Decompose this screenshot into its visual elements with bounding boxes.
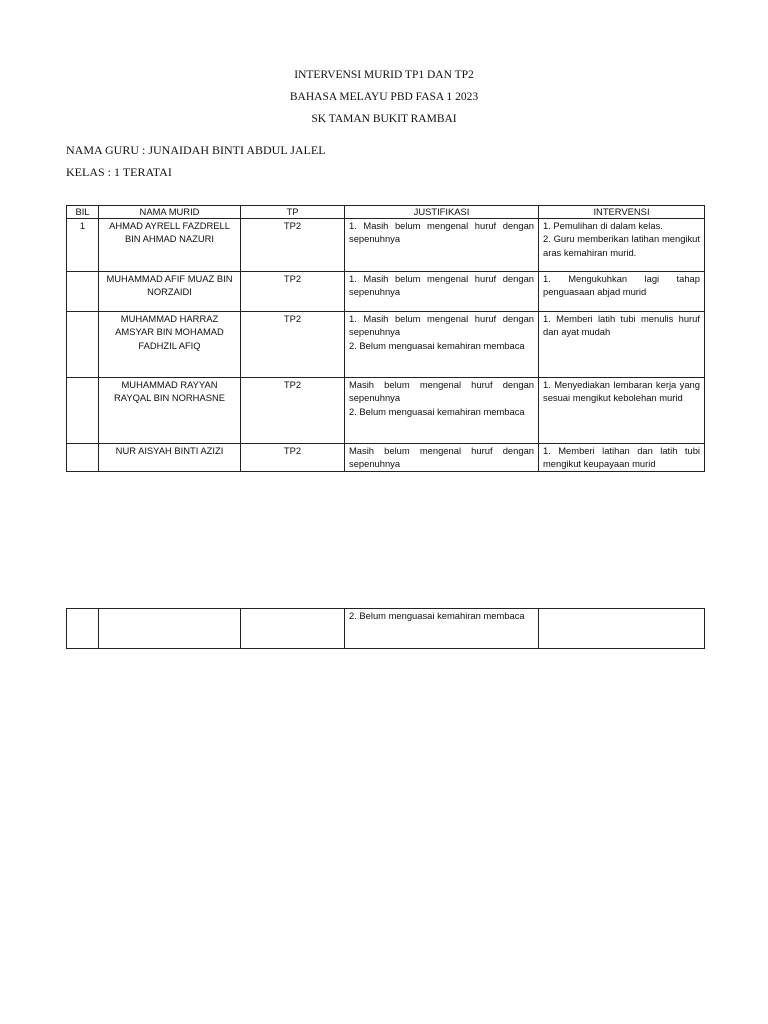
table-row	[67, 378, 705, 444]
cell-justifikasi	[345, 272, 539, 312]
header-bil: BIL	[67, 206, 99, 219]
cell-name: MUHAMMAD AFIF MUAZ BIN NORZAIDI	[99, 272, 241, 312]
intervensi-item: 2. Guru memberikan latihan mengikut aras kemahiran murid.	[543, 233, 700, 258]
justifikasi-item: Masih belum mengenal huruf dengan sepenuhnya	[349, 445, 534, 470]
justifikasi-item: 1. Masih belum mengenal huruf dengan sepenuhnya	[349, 313, 534, 338]
cell-tp	[241, 609, 345, 649]
cell-bil	[67, 609, 99, 649]
intervensi-item: 1. Memberi latih tubi menulis huruf dan ayat mudah	[543, 313, 700, 338]
cell-bil	[67, 312, 99, 378]
continuation-table	[66, 608, 705, 649]
class-name: KELAS : 1 TERATAI	[66, 165, 172, 179]
header-intervensi: INTERVENSI	[539, 206, 705, 219]
intervensi-item: 1. Menyediakan lembaran kerja yang sesuai mengikut kebolehan murid	[543, 379, 700, 404]
teacher-name: NAMA GURU : JUNAIDAH BINTI ABDUL JALEL	[66, 143, 326, 157]
title-line-2: BAHASA MELAYU PBD FASA 1 2023	[289, 91, 479, 103]
justifikasi-item: 2. Belum menguasai kemahiran membaca	[349, 405, 525, 417]
intervensi-item: 1. Pemulihan di dalam kelas.	[543, 220, 663, 231]
table-row	[67, 609, 705, 649]
cell-bil: 1	[67, 219, 99, 272]
cell-intervensi	[539, 312, 705, 378]
justifikasi-item: 1. Masih belum mengenal huruf dengan sepenuhnya	[349, 220, 534, 245]
cell-justifikasi	[345, 609, 539, 649]
justifikasi-item: 2. Belum menguasai kemahiran membaca	[349, 610, 525, 621]
cell-intervensi	[539, 272, 705, 312]
header-nama-murid: NAMA MURID	[99, 206, 241, 219]
cell-name: AHMAD AYRELL FAZDRELL BIN AHMAD NAZURI	[99, 219, 241, 272]
cell-name: MUHAMMAD RAYYAN RAYQAL BIN NORHASNE	[99, 378, 241, 444]
cell-justifikasi	[345, 378, 539, 444]
intervention-table	[66, 205, 705, 472]
justifikasi-item: 1. Masih belum mengenal huruf dengan sepenuhnya	[349, 273, 534, 298]
intervensi-item: 1. Mengukuhkan lagi tahap penguasaan abjad murid	[543, 273, 700, 298]
header-justifikasi: JUSTIFIKASI	[345, 206, 539, 219]
title-line-1: INTERVENSI MURID TP1 DAN TP2	[294, 69, 474, 81]
cell-name: NUR AISYAH BINTI AZIZI	[99, 444, 241, 472]
cell-bil	[67, 444, 99, 472]
cell-intervensi	[539, 378, 705, 444]
justifikasi-item: 2. Belum menguasai kemahiran membaca	[349, 339, 525, 351]
cell-justifikasi	[345, 219, 539, 272]
document-title	[0, 64, 768, 130]
table-row	[67, 312, 705, 378]
intervensi-item: 1. Memberi latihan dan latih tubi mengikut keupayaan murid	[543, 445, 700, 470]
cell-justifikasi	[345, 312, 539, 378]
cell-justifikasi	[345, 444, 539, 472]
cell-name: MUHAMMAD HARRAZ AMSYAR BIN MOHAMAD FADHZIL AFIQ	[99, 312, 241, 378]
cell-intervensi	[539, 609, 705, 649]
header-tp: TP	[241, 206, 345, 219]
table-row	[67, 444, 705, 472]
table-header-row	[67, 206, 705, 219]
cell-tp: TP2	[241, 444, 345, 472]
table-row	[67, 272, 705, 312]
cell-intervensi	[539, 219, 705, 272]
cell-tp: TP2	[241, 378, 345, 444]
cell-name	[99, 609, 241, 649]
cell-intervensi	[539, 444, 705, 472]
cell-bil	[67, 272, 99, 312]
cell-tp: TP2	[241, 272, 345, 312]
title-line-3: SK TAMAN BUKIT RAMBAI	[311, 113, 457, 125]
cell-tp: TP2	[241, 312, 345, 378]
justifikasi-item: Masih belum mengenal huruf dengan sepenuhnya	[349, 379, 534, 404]
cell-bil	[67, 378, 99, 444]
table-row	[67, 219, 705, 272]
cell-tp: TP2	[241, 219, 345, 272]
